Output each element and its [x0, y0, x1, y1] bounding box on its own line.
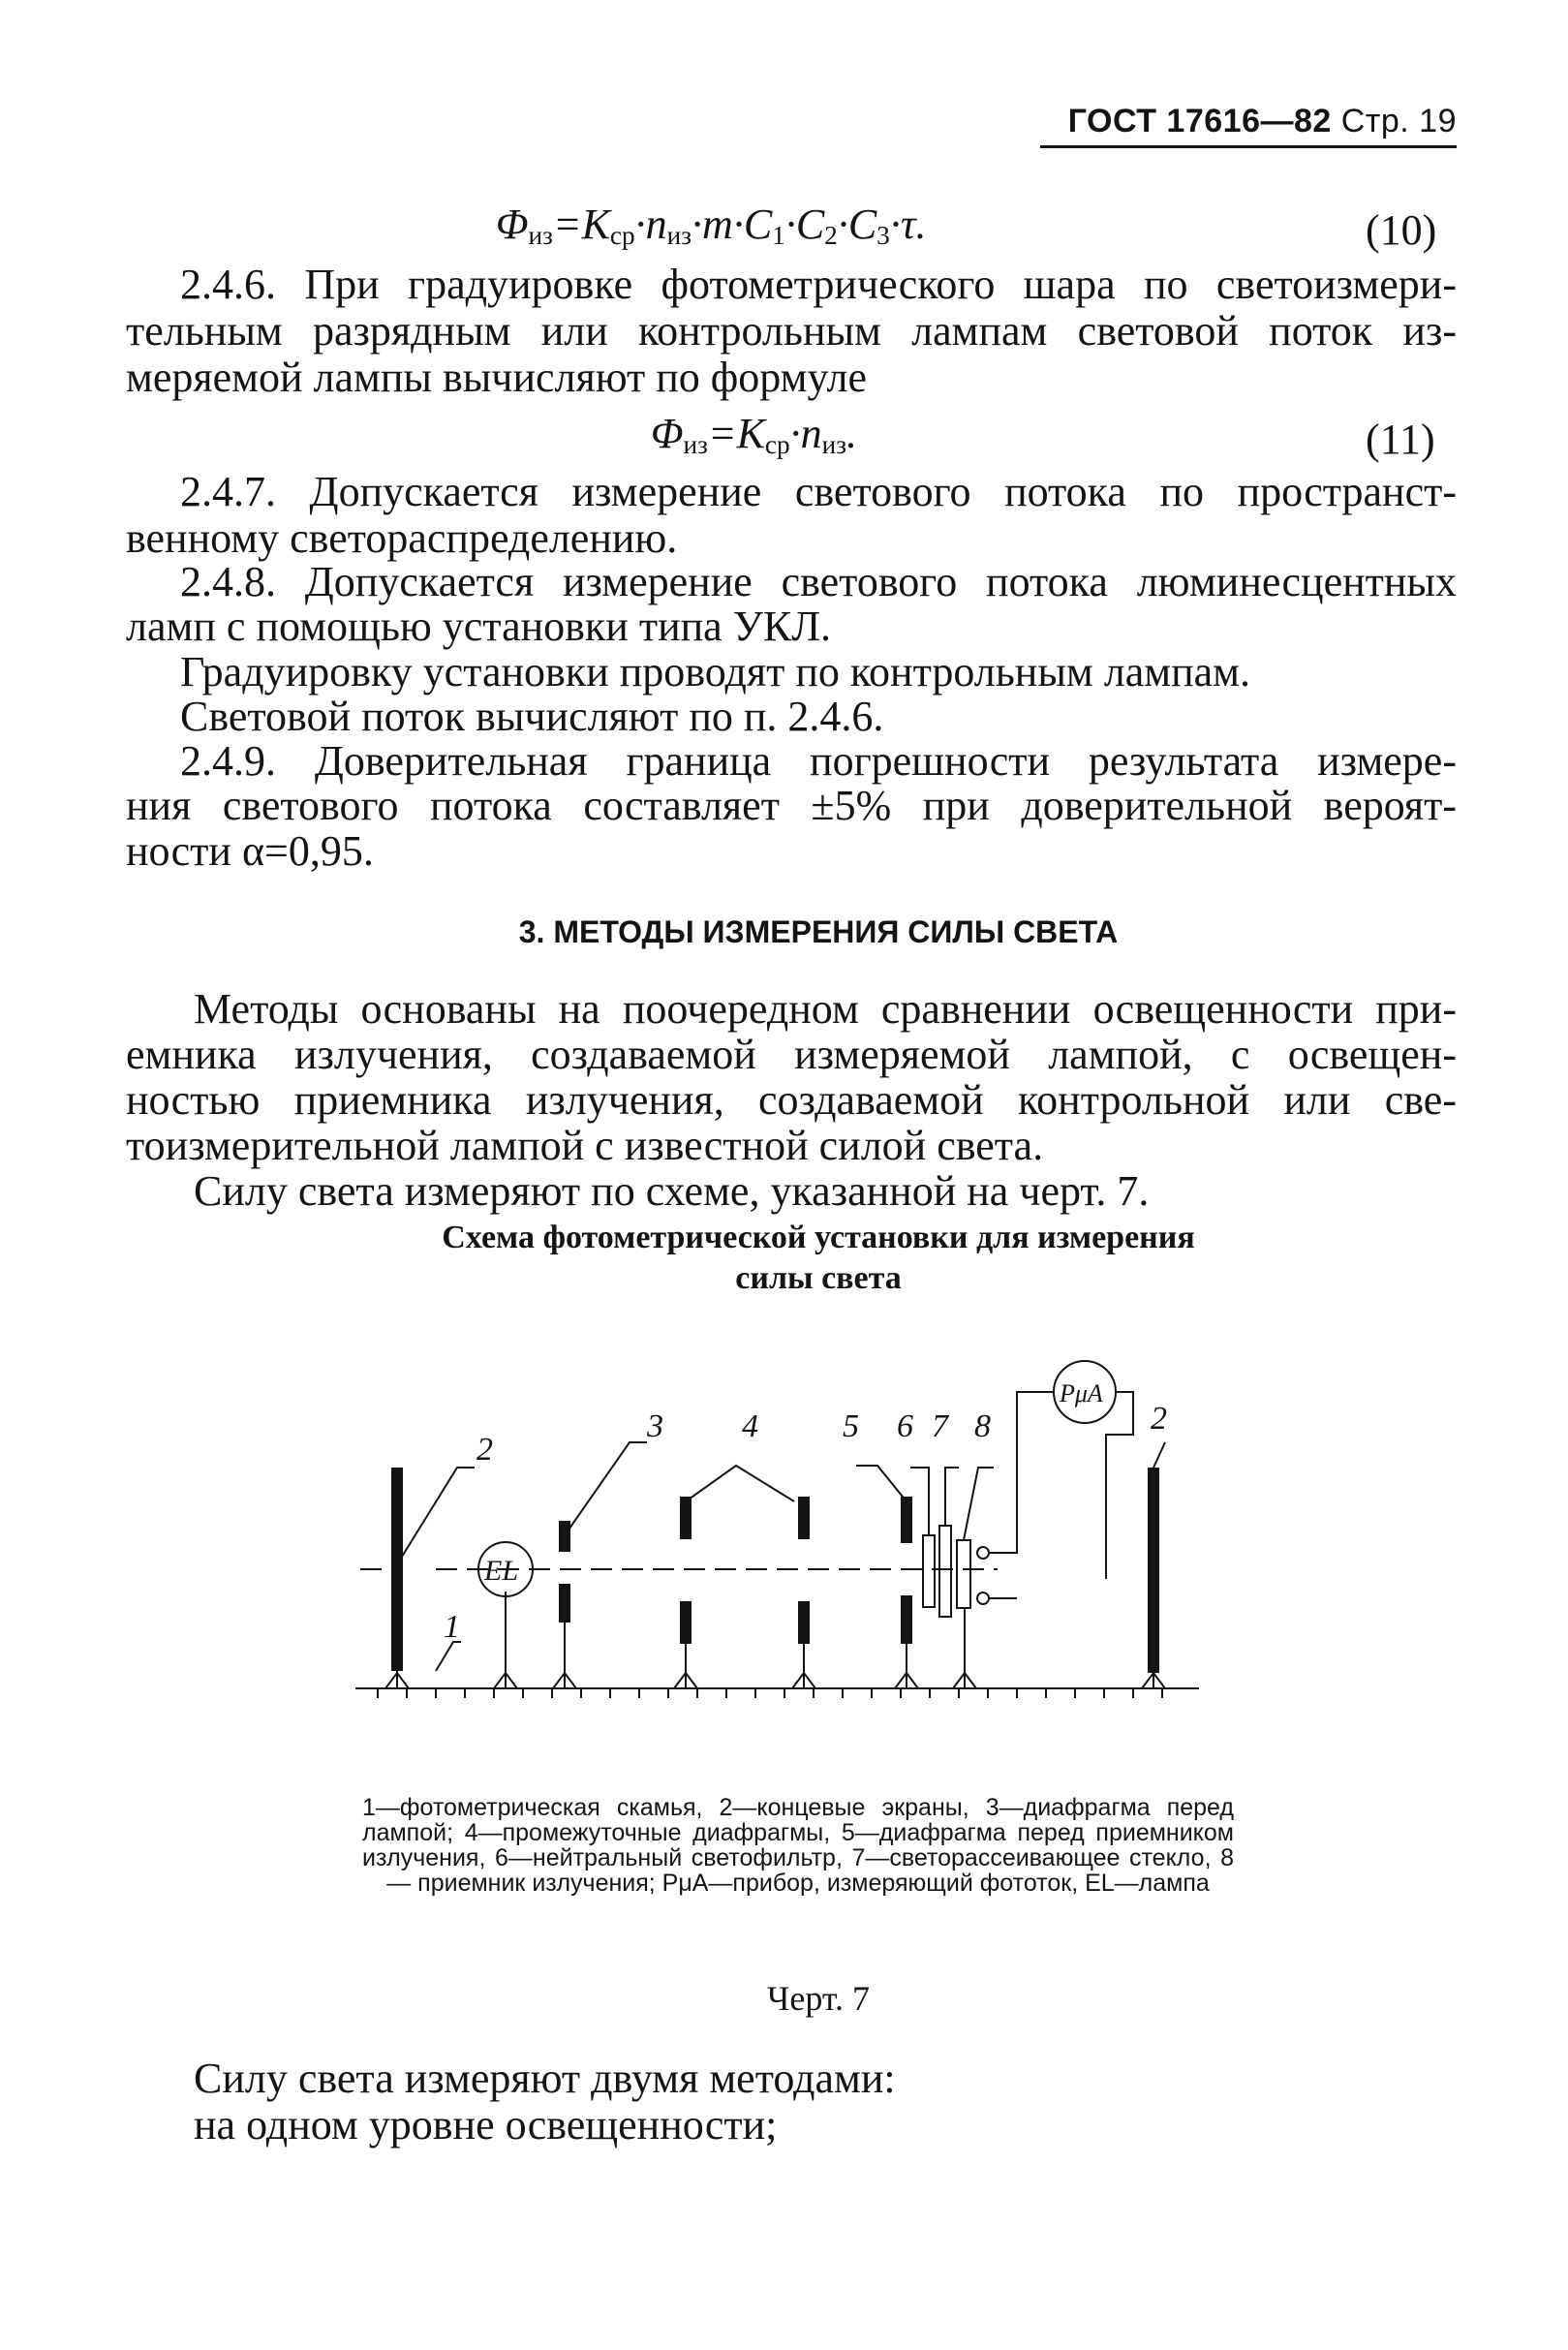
- p249-line-1: 2.4.9. Доверительная граница погрешности результата измере-: [180, 737, 1457, 785]
- p249-line-3: ности α=0,95.: [126, 827, 374, 875]
- label-1: 1: [444, 1609, 460, 1645]
- formula-10: $\Phi_{из}=K_{ср}\cdot n_{из}\cdot m\cdot C_1\cdot C_2\cdot C_3\cdot\tau$.: [496, 201, 927, 250]
- p248-line-2: ламп с помощью установки типа УКЛ.: [126, 603, 832, 650]
- label-2-left: 2: [477, 1432, 493, 1468]
- final-line-2: на одном уровне освещенности;: [194, 2101, 778, 2149]
- photometric-setup-diagram: [339, 1351, 1211, 1758]
- p247-line-2: венному светораспределению.: [126, 514, 678, 562]
- label-6: 6: [897, 1408, 913, 1444]
- intermediate-diaphragm-2-upper: [798, 1497, 810, 1539]
- label-7: 7: [932, 1408, 948, 1444]
- label-4: 4: [742, 1408, 758, 1444]
- figure-title: [180, 1218, 1457, 1299]
- diaphragm-lamp-lower: [559, 1584, 570, 1623]
- label-el: EL: [484, 1555, 519, 1587]
- label-meter: PμA: [1060, 1379, 1103, 1407]
- leader-4: [686, 1466, 794, 1501]
- figure-title-line-1: Схема фотометрической установки для измерения: [442, 1220, 1195, 1255]
- intermediate-diaphragm-1-lower: [680, 1601, 692, 1644]
- page-header: [1040, 103, 1457, 140]
- intermediate-diaphragm-2-lower: [798, 1601, 810, 1644]
- figure-caption: Черт. 7: [767, 1979, 870, 2018]
- methods-line-1: Методы основаны на поочередном сравнении освещенности при-: [194, 985, 1457, 1033]
- label-5: 5: [843, 1408, 859, 1444]
- p248-flux: Световой поток вычисляют по п. 2.4.6.: [180, 693, 884, 740]
- receiver-diaphragm-upper: [901, 1497, 912, 1543]
- p249-line-2: ния светового потока составляет ±5% при доверительной вероят-: [126, 782, 1457, 829]
- leader-3: [565, 1442, 647, 1535]
- diffusing-glass: [939, 1526, 951, 1617]
- leader-8: [964, 1468, 994, 1540]
- equation-number-11: (11): [1366, 416, 1435, 463]
- formula-11: $\Phi_{из}=K_{ср}\cdot n_{из}$.: [651, 410, 858, 459]
- label-3: 3: [647, 1408, 663, 1444]
- header-rule: [1040, 145, 1457, 148]
- final-line-1: Силу света измеряют двумя методами:: [194, 2055, 896, 2102]
- figure-title-line-2: силы света: [735, 1260, 902, 1296]
- diaphragm-lamp-upper: [559, 1521, 570, 1552]
- leader-6: [910, 1468, 929, 1535]
- receiver-diaphragm-lower: [901, 1595, 912, 1644]
- methods-line-4: тоизмерительной лампой с известной силой света.: [126, 1122, 1044, 1169]
- bench-supports: [385, 1671, 1165, 1688]
- figure-legend: 1—фотометрическая скамья, 2—концевые экраны, 3—диафрагма перед лампой; 4—промежуточные диафрагмы, 5—диафрагма перед приемником излучения, 6—нейтральный светофильтр, 7—светорассеивающее стекло, 8 — приемник излучения; PμA—прибор, измеряющий фототок, EL—лампа: [362, 1794, 1234, 1897]
- intermediate-diaphragm-1-upper: [680, 1497, 692, 1539]
- label-8: 8: [974, 1408, 991, 1444]
- gost-number: ГОСТ 17616—82: [1067, 103, 1332, 139]
- leader-2b: [1153, 1442, 1165, 1468]
- methods-line-2: емника излучения, создаваемой измеряемой лампой, с освещен-: [126, 1031, 1457, 1078]
- p246-line-3: меряемой лампы вычисляют по формуле: [126, 354, 868, 401]
- end-screen-left: [391, 1468, 403, 1671]
- equation-number-10: (10): [1366, 206, 1437, 254]
- end-screen-right: [1148, 1468, 1159, 1673]
- leader-2a: [397, 1468, 475, 1564]
- label-2-right: 2: [1151, 1401, 1167, 1437]
- page-number: Стр. 19: [1340, 103, 1457, 139]
- methods-line-3: ностью приемника излучения, создаваемой контрольной или све-: [126, 1076, 1457, 1124]
- neutral-filter: [923, 1535, 935, 1607]
- p248-calibration: Градуировку установки проводят по контрольным лампам.: [180, 648, 1250, 696]
- leader-1: [436, 1642, 461, 1671]
- bench-ticks: [378, 1688, 1162, 1698]
- paragraph-2-4-6: [180, 262, 1457, 307]
- p248-line-1: 2.4.8. Допускается измерение светового потока люминесцентных: [180, 558, 1457, 605]
- p246-line-1: 2.4.6. При градуировке фотометрического шара по светоизмери-: [180, 261, 1457, 308]
- measure-sentence: Силу света измеряют по схеме, указанной на черт. 7.: [194, 1167, 1150, 1215]
- p246-line-2: тельным разрядным или контрольным лампам световой поток из-: [126, 307, 1457, 355]
- meter-wire: [1106, 1392, 1133, 1579]
- p247-line-1: 2.4.7. Допускается измерение светового потока по пространст-: [180, 468, 1457, 515]
- section-title: 3. МЕТОДЫ ИЗМЕРЕНИЯ СИЛЫ СВЕТА: [518, 914, 1119, 949]
- leader-5: [856, 1466, 907, 1501]
- wire-top: [989, 1392, 1054, 1553]
- leader-7: [945, 1468, 959, 1526]
- radiation-receiver: [957, 1540, 970, 1608]
